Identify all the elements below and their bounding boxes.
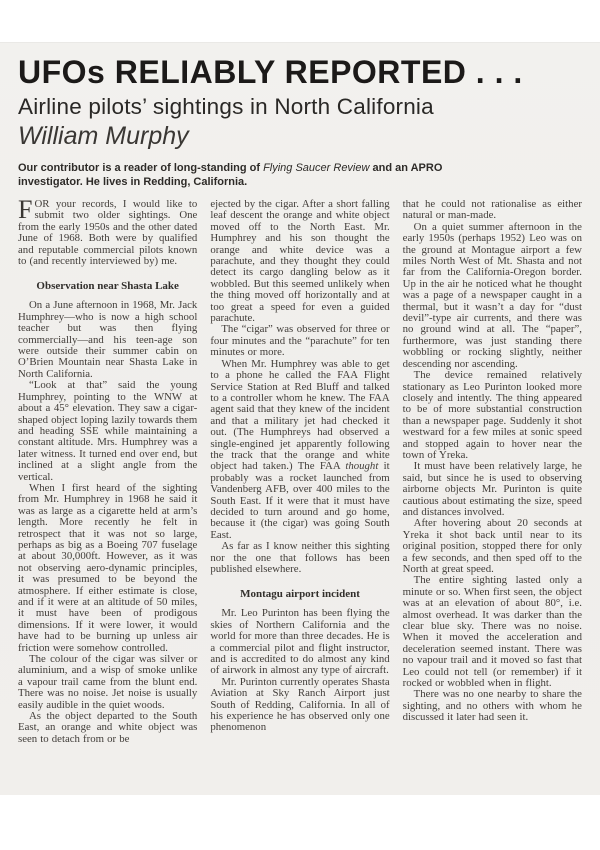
text-run: OR your records, I would like to submit two older sightings. One from the early 1950s and the other dated June of 1968. Both were by qualified and reputable commercial pilots known to (and recently interviewed by) me.: [18, 199, 198, 268]
text-run: investigator. He lives in Redding, California.: [18, 175, 248, 188]
text-run: APRO: [410, 162, 443, 174]
body-paragraph: [18, 380, 197, 483]
body-paragraph: [210, 677, 389, 734]
body-paragraph: [18, 654, 197, 711]
text-run: When I first heard of the sighting from Mr. Humphrey in 1968 he said it was as large as a cigarette held at arm’s length. More recently he felt in retrospect that it was not so large, perhaps as big as a Boeing 707 fuselage at about 30,000ft. However, as it was not observing aero-dynamic principles, it was presumed to be beyond the atmosphere. If either estimate is close, and if it were at an altitude of 50 miles, it must have been of prodigous dimensions. If it were lower, it would have had to be burning up unless air friction were somehow controlled.: [18, 481, 198, 654]
text-run: The colour of the cigar was silver or aluminium, and a wisp of smoke unlike a vapour trail came from the blunt end. There was no noise. Jet noise is usually easily audible in the quiet woods.: [18, 653, 198, 711]
text-run: “Look at that” said the young Humphrey, pointing to the WNW at about a 45° elevation. They saw a cigar-shaped object loping lazily towards them and heading SSE while maintaining a constant altitude. Mrs. Humphrey was a later witness. It turned end over end, but inclined at a slight angle from the vertical.: [18, 379, 198, 483]
body-paragraph: [210, 359, 389, 542]
text-run: On a June afternoon in 1968, Mr. Jack Humphrey—who is now a high school teacher but was then flying commercially—and his teen-age son were outside their summer cabin on O’Brien Mountain near Shasta Lake in North California.: [18, 299, 198, 380]
text-run: that he could not rationalise as either natural or man-made.: [402, 199, 582, 222]
body-paragraph: [18, 199, 197, 267]
body-paragraph: [403, 518, 582, 575]
text-run: it probably was a rocket launched from Vandenberg AFB, over 400 miles to the South East. If it were that it must have decided to turn around and go home, because it (the cigar) was going South East.: [210, 460, 390, 541]
body-paragraph: [403, 575, 582, 689]
author-byline: William Murphy: [18, 122, 189, 150]
body-paragraph: [403, 370, 582, 461]
body-paragraph: [18, 711, 197, 745]
article-columns: [18, 199, 582, 813]
text-run: Mr. Purinton currently operates Shasta Aviation at Sky Ranch Airport just South of Redding, California. In all of his experience he has observed only one phenomenon: [210, 675, 390, 734]
article-subtitle: Airline pilots’ sightings in North California: [18, 94, 434, 119]
text-run: The “cigar” was observed for three or four minutes and the “parachute” for ten minutes or more.: [210, 323, 390, 359]
body-paragraph: [210, 199, 389, 324]
text-run: Mr. Leo Purinton has been flying the skies of Northern California and the world for more than three decades. He is a commercial pilot and flight instructor, and is accredited to do almost any kind of airwork in almost any type of aircraft.: [210, 607, 390, 677]
section-heading: Observation near Shasta Lake: [36, 280, 179, 293]
article-content: [0, 42, 600, 795]
text-run: and an: [369, 162, 411, 174]
column-3: [403, 199, 582, 813]
text-run: After hovering about 20 seconds at Yreka it shot back until near to its original position, stopped there for only a few seconds, and then sped off to the North at great speed.: [402, 517, 582, 575]
text-run: Our contributor is a reader of long-standing of: [18, 162, 264, 174]
body-paragraph: [403, 222, 582, 370]
text-run: It must have been relatively large, he said, but since he is used to observing airborne objects Mr. Purinton is quite cautious about estimating the size, speed and distances involved.: [402, 460, 582, 518]
body-paragraph: [210, 324, 389, 358]
text-run: There was no one nearby to share the sighting, and no others with whom he discussed it later had seen it.: [402, 688, 582, 724]
article-title: UFOs RELIABLY REPORTED . . .: [18, 54, 523, 90]
body-paragraph: [210, 608, 389, 676]
text-run: As the object departed to the South East, an orange and white object was seen to detach from or be: [18, 710, 198, 745]
section-heading: Montagu airport incident: [240, 588, 360, 601]
body-paragraph: [210, 541, 389, 575]
text-run: When Mr. Humphrey was able to get to a phone he called the FAA Flight Service Station at Red Bluff and talked to a controller whom he knew. The FAA agent said that they knew of the incident and that a military jet had checked it out. (The Humphreys had observed a single-engined jet apparently following the track that the orange and white object had taken.) The FAA: [210, 357, 390, 473]
text-run: The device remained relatively stationary as Leo Purinton looked more closely and intently. The thing appeared to be of more substantial construction than a newspaper page. Suddenly it shot westward for a few miles at sonic speed and stopped again to hover near the town of Yreka.: [402, 369, 582, 461]
text-run: ejected by the cigar. After a short falling leaf descent the orange and white object moved off to the North East. Mr. Humphrey and his son thought the orange and white device was a parachute, and they thought they could detect its cargo dangling below as it wobbled. But this seemed unlikely when the thing moved off horizontally and at too great a speed for even a guided parachute.: [210, 199, 390, 325]
text-run: On a quiet summer afternoon in the early 1950s (perhaps 1952) Leo was on the ground at Montague airport a few miles North West of Mt. Shasta and not far from the California-Oregon border. Up in the air he noticed what he thought was a page of a newspaper caught in a thermal, but it wasn’t a day for “dust devil”-type air currents, and there was no ground wind at all. The “paper”, furthermore, was just standing there wobbling or rocking slightly, neither descending nor ascending.: [402, 220, 582, 370]
column-2: [210, 199, 389, 813]
body-paragraph: [18, 300, 197, 380]
body-paragraph: [403, 689, 582, 723]
body-paragraph: [403, 461, 582, 518]
text-run: As far as I know neither this sighting nor the one that follows has been published elsewhere.: [210, 540, 390, 575]
intro-note: [18, 162, 490, 189]
text-run: Flying Saucer Review: [263, 162, 370, 174]
text-run: The entire sighting lasted only a minute or so. When first seen, the object was at an elevation of about 80°, i.e. almost overhead. It was darker than the clear blue sky. There was no noise. When it moved the acceleration and deceleration seemed instant. There was no vapour trail and it moved so fast that Leo could not tell (or remember) if it rocked or wobbled when in flight.: [402, 574, 582, 690]
drop-cap: F: [18, 199, 33, 224]
text-run: thought: [345, 460, 379, 473]
column-1: [18, 199, 197, 813]
body-paragraph: [403, 199, 582, 222]
body-paragraph: [18, 483, 197, 654]
